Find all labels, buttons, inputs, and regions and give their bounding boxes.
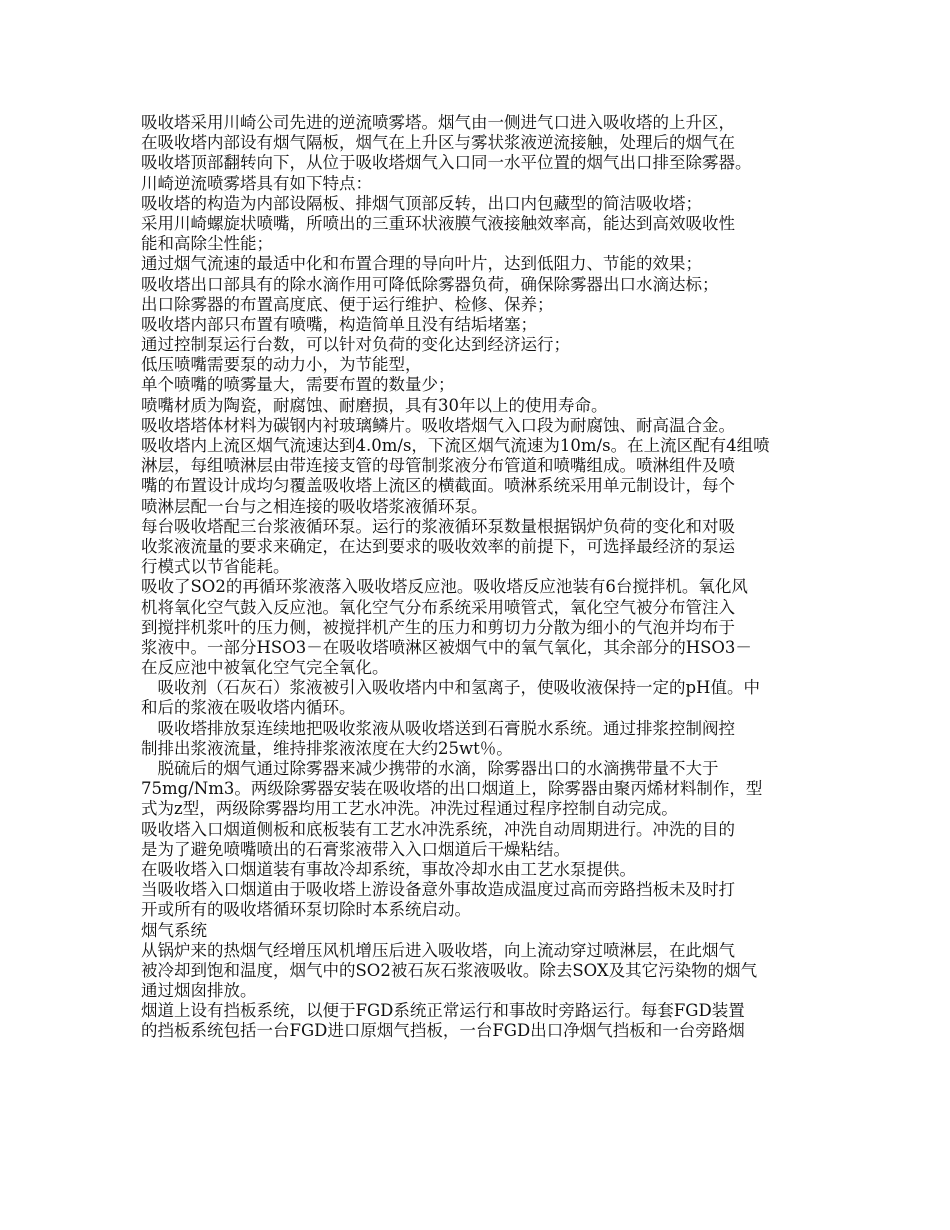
text-line: 被冷却到饱和温度，烟气中的SO2被石灰石浆液吸收。除去SOX及其它污染物的烟气 (141, 960, 758, 980)
text-line: 从锅炉来的热烟气经增压风机增压后进入吸收塔，向上流动穿过喷淋层，在此烟气 (141, 940, 735, 960)
text-line: 和后的浆液在吸收塔内循环。 (141, 698, 356, 718)
text-line: 吸收剂（石灰石）浆液被引入吸收塔内中和氢离子，使吸收液保持一定的pH值。中 (141, 678, 760, 698)
text-line: 开或所有的吸收塔循环泵切除时本系统启动。 (141, 900, 471, 920)
text-line: 烟道上设有挡板系统，以便于FGD系统正常运行和事故时旁路运行。每套FGD装置 (141, 1001, 745, 1021)
text-line: 淋层，每组喷淋层由带连接支管的母管制浆液分布管道和喷嘴组成。喷淋组件及喷 (141, 456, 735, 476)
text-line: 吸收塔塔体材料为碳钢内衬玻璃鳞片。吸收塔烟气入口段为耐腐蚀、耐高温合金。 (141, 415, 735, 435)
text-line: 通过烟气流速的最适中化和布置合理的导向叶片，达到低阻力、节能的效果； (141, 254, 702, 274)
text-line: 吸收塔顶部翻转向下，从位于吸收塔烟气入口同一水平位置的烟气出口排至除雾器。 (141, 153, 752, 173)
text-line: 出口除雾器的布置高度底、便于运行维护、检修、保养； (141, 294, 554, 314)
text-line: 嘴的布置设计成均匀覆盖吸收塔上流区的横截面。喷淋系统采用单元制设计，每个 (141, 476, 735, 496)
text-line: 75mg/Nm3。两级除雾器安装在吸收塔的出口烟道上，除雾器由聚丙烯材料制作，型 (141, 779, 763, 799)
text-line: 通过烟囱排放。 (141, 981, 257, 1001)
text-line: 吸收塔采用川崎公司先进的逆流喷雾塔。烟气由一侧进气口进入吸收塔的上升区， (141, 113, 735, 132)
text-line: 浆液中。一部分HSO3－在吸收塔喷淋区被烟气中的氧气氧化，其余部分的HSO3－ (141, 637, 752, 657)
text-line: 低压喷嘴需要泵的动力小，为节能型， (141, 355, 422, 375)
text-line: 吸收塔内上流区烟气流速达到4.0m/s，下流区烟气流速为10m/s。在上流区配有4组喷 (141, 436, 770, 455)
text-line: 是为了避免喷嘴喷出的石膏浆液带入入口烟道后干燥粘结。 (141, 839, 570, 859)
text-line: 川崎逆流喷雾塔具有如下特点： (141, 173, 372, 193)
text-line: 脱硫后的烟气通过除雾器来减少携带的水滴，除雾器出口的水滴携带量不大于 (141, 759, 719, 778)
text-line: 行模式以节省能耗。 (141, 557, 290, 577)
text-line: 吸收了SO2的再循环浆液落入吸收塔反应池。吸收塔反应池装有6台搅拌机。氧化风 (141, 577, 748, 597)
text-line: 当吸收塔入口烟道由于吸收塔上游设备意外事故造成温度过高而旁路挡板未及时打 (141, 880, 735, 900)
text-line: 采用川崎螺旋状喷嘴，所喷出的三重环状液膜气液接触效率高，能达到高效吸收性 (141, 213, 735, 233)
text-line: 在吸收塔入口烟道装有事故冷却系统，事故冷却水由工艺水泵提供。 (141, 859, 636, 879)
text-line: 吸收塔排放泵连续地把吸收浆液从吸收塔送到石膏脱水系统。通过排浆控制阀控 (141, 718, 735, 738)
text-line: 通过控制泵运行台数，可以针对负荷的变化达到经济运行； (141, 335, 570, 355)
text-line: 收浆液流量的要求来确定，在达到要求的吸收效率的前提下，可选择最经济的泵运 (141, 536, 735, 556)
text-line: 制排出浆液流量，维持排浆液浓度在大约25wt％。 (141, 738, 513, 758)
text-line: 吸收塔的构造为内部设隔板、排烟气顶部反转，出口内包藏型的简洁吸收塔； (141, 193, 702, 213)
text-line: 在反应池中被氧化空气完全氧化。 (141, 658, 389, 678)
document-body (141, 113, 817, 1042)
text-line: 单个喷嘴的喷雾量大，需要布置的数量少； (141, 375, 455, 395)
text-line: 式为z型，两级除雾器均用工艺水冲洗。冲洗过程通过程序控制自动完成。 (141, 799, 678, 819)
section-heading: 烟气系统 (141, 920, 207, 940)
text-line: 机将氧化空气鼓入反应池。氧化空气分布系统采用喷管式，氧化空气被分布管注入 (141, 597, 735, 617)
text-line: 的挡板系统包括一台FGD进口原烟气挡板，一台FGD出口净烟气挡板和一台旁路烟 (141, 1021, 745, 1041)
text-line: 喷淋层配一台与之相连接的吸收塔浆液循环泵。 (141, 496, 488, 516)
text-line: 每台吸收塔配三台浆液循环泵。运行的浆液循环泵数量根据锅炉负荷的变化和对吸 (141, 516, 735, 536)
text-line: 吸收塔入口烟道侧板和底板装有工艺水冲洗系统，冲洗自动周期进行。冲洗的目的 (141, 819, 735, 839)
text-line: 喷嘴材质为陶瓷，耐腐蚀、耐磨损，具有30年以上的使用寿命。 (141, 395, 608, 415)
text-line: 到搅拌机浆叶的压力侧，被搅拌机产生的压力和剪切力分散为细小的气泡并均布于 (141, 617, 735, 637)
text-line: 吸收塔出口部具有的除水滴作用可降低除雾器负荷，确保除雾器出口水滴达标； (141, 274, 719, 294)
text-line: 吸收塔内部只布置有喷嘴，构造简单且没有结垢堵塞； (141, 314, 537, 334)
text-line: 在吸收塔内部设有烟气隔板，烟气在上升区与雾状浆液逆流接触，处理后的烟气在 (141, 133, 735, 153)
text-line: 能和高除尘性能； (141, 234, 273, 254)
